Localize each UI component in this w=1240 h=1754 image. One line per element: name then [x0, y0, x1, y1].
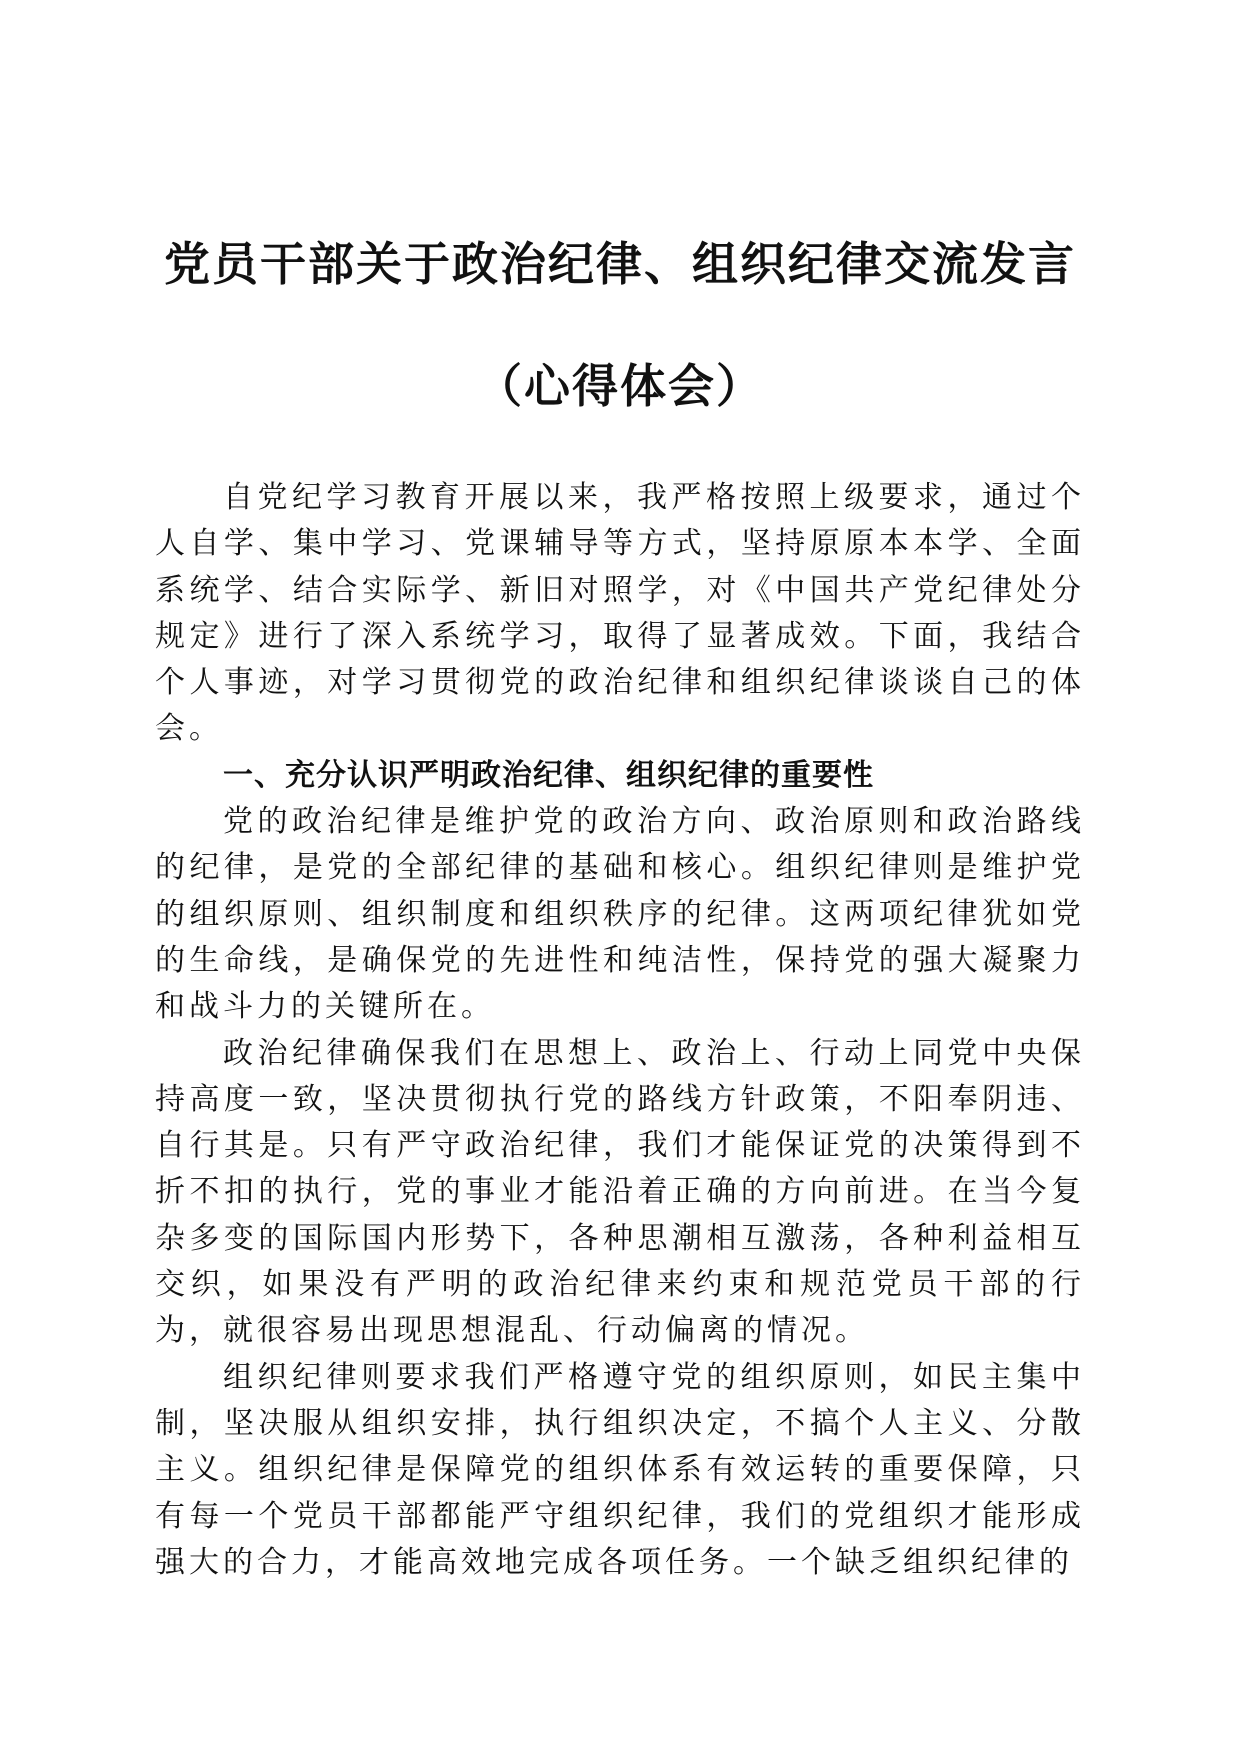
paragraph-intro: 自党纪学习教育开展以来，我严格按照上级要求，通过个人自学、集中学习、党课辅导等方式，坚持原原本本学、全面系统学、结合实际学、新旧对照学，对《中国共产党纪律处分规定》进行了深入系统学习，取得了显著成效。下面，我结合个人事迹，对学习贯彻党的政治纪律和组织纪律谈谈自己的体会。 — [155, 480, 1085, 747]
paragraph-organizational-discipline: 组织纪律则要求我们严格遵守党的组织原则，如民主集中制，坚决服从组织安排，执行组织决定，不搞个人主义、分散主义。组织纪律是保障党的组织体系有效运转的重要保障，只有每一个党员干部都能严守组织纪律，我们的党组织才能形成强大的合力，才能高效地完成各项任务。一个缺乏组织纪律的 — [155, 1359, 1085, 1580]
document-subtitle: （心得体会） — [476, 359, 764, 413]
paragraph-political-discipline: 政治纪律确保我们在思想上、政治上、行动上同党中央保持高度一致，坚决贯彻执行党的路线方针政策，不阳奉阴违、自行其是。只有严守政治纪律，我们才能保证党的决策得到不折不扣的执行，党的事业才能沿着正确的方向前进。在当今复杂多变的国际国内形势下，各种思潮相互激荡，各种利益相互交织，如果没有严明的政治纪律来约束和规范党员干部的行为，就很容易出现思想混乱、行动偏离的情况。 — [155, 1035, 1085, 1349]
section-heading: 一、充分认识严明政治纪律、组织纪律的重要性 — [223, 757, 874, 793]
document-body — [155, 475, 1085, 1586]
document-title: 党员干部关于政治纪律、组织纪律交流发言 — [164, 237, 1076, 291]
paragraph-disciplines: 党的政治纪律是维护党的政治方向、政治原则和政治路线的纪律，是党的全部纪律的基础和核心。组织纪律则是维护党的组织原则、组织制度和组织秩序的纪律。这两项纪律犹如党的生命线，是确保党的先进性和纯洁性，保持党的强大凝聚力和战斗力的关键所在。 — [155, 804, 1085, 1025]
